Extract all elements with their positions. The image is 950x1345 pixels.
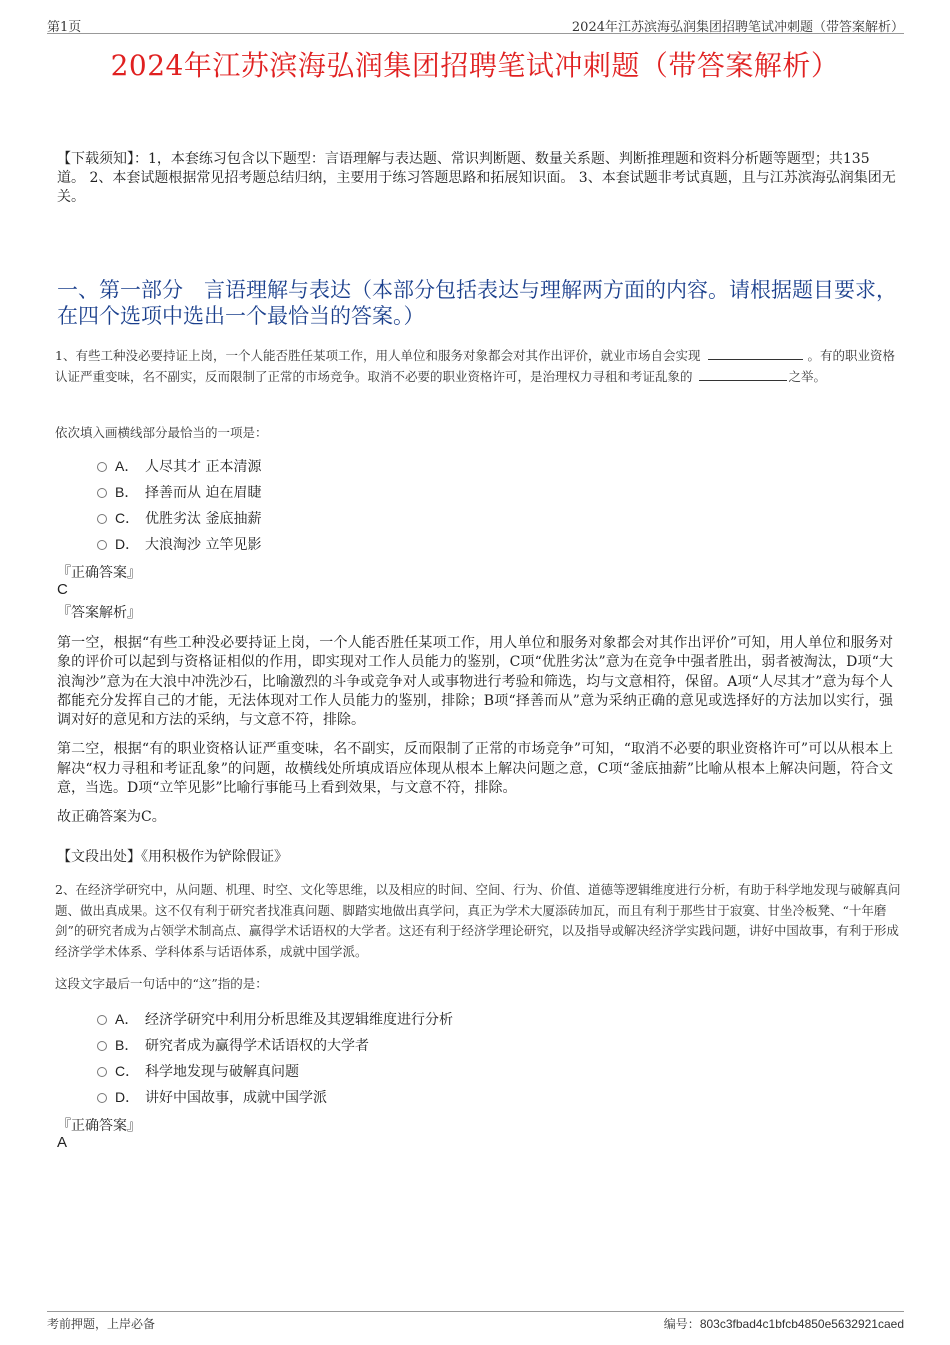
code-label: 编号： bbox=[663, 1317, 700, 1331]
answer-value: A bbox=[57, 1134, 68, 1151]
analysis-paragraph-2: 第二空，根据“有的职业资格认证严重变味，名不副实，反而限制了正常的市场竞争”可知，“取消不必要的职业资格许可”可以从根本上解决“权力寻租和考证乱象”的问题，故横线处所填成语应体现从根本上解决问题之意，C项“釜底抽薪”比喻从根本上解决问题，符合文意，当选。D项“立竿见影”比喻行事能马上看到效果，与文意不符，排除。 bbox=[57, 741, 893, 797]
blank-2 bbox=[699, 368, 787, 381]
radio-icon[interactable] bbox=[97, 462, 107, 472]
source-note: 【文段出处】《用积极作为铲除假证》 bbox=[57, 849, 288, 865]
option-text: 人尽其才 正本清源 bbox=[145, 459, 262, 475]
question-1-text-b: 。有的职业资格认证严重变味，名不副实，反而限制了正常的市场竞争。取消不必要的职业资格许可，是治理权力寻租和考证乱象的 bbox=[55, 348, 895, 384]
option-letter: A． bbox=[115, 458, 139, 474]
question-2-options bbox=[97, 1006, 453, 1110]
section-heading: 一、第一部分 言语理解与表达（本部分包括表达与理解两方面的内容。请根据题目要求，在四个选项中选出一个最恰当的答案。） bbox=[57, 278, 897, 328]
header-doc-title: 2024年江苏滨海弘润集团招聘笔试冲刺题（带答案解析） bbox=[571, 20, 904, 35]
option-text: 讲好中国故事，成就中国学派 bbox=[145, 1090, 327, 1106]
option-d[interactable] bbox=[97, 1084, 453, 1110]
answer-value: C bbox=[57, 581, 68, 598]
download-notice: 【下载须知】：1，本套练习包含以下题型：言语理解与表达题、常识判断题、数量关系题、判断推理题和资料分析题等题型；共135道。 2、本套试题根据常见招考题总结归纳，主要用于练习答题思路和拓展知识面。 3、本套试题非考试真题，且与江苏滨海弘润集团无关。 bbox=[57, 151, 896, 205]
analysis-body bbox=[57, 634, 893, 838]
radio-icon[interactable] bbox=[97, 540, 107, 550]
question-2-prompt: 这段文字最后一句话中的“这”指的是： bbox=[55, 976, 268, 991]
option-letter: D． bbox=[115, 1089, 140, 1105]
option-letter: D． bbox=[115, 536, 140, 552]
question-1-stem bbox=[55, 346, 905, 387]
answer-label: 『正确答案』 bbox=[57, 1118, 141, 1134]
option-letter: A． bbox=[115, 1011, 139, 1027]
option-b[interactable] bbox=[97, 479, 261, 505]
radio-icon[interactable] bbox=[97, 514, 107, 524]
analysis-label: 『答案解析』 bbox=[57, 605, 141, 621]
option-letter: B． bbox=[115, 1037, 139, 1053]
question-1-options bbox=[97, 453, 261, 557]
code-value: 803c3fbad4c1bfcb4850e5632921caed bbox=[699, 1317, 904, 1331]
option-text: 择善而从 迫在眉睫 bbox=[145, 485, 262, 501]
option-c[interactable] bbox=[97, 505, 261, 531]
radio-icon[interactable] bbox=[97, 1093, 107, 1103]
page-number: 第1页 bbox=[47, 20, 82, 35]
footer-code bbox=[664, 1315, 904, 1332]
question-1-prompt: 依次填入画横线部分最恰当的一项是： bbox=[55, 425, 268, 440]
blank-1 bbox=[708, 347, 803, 360]
radio-icon[interactable] bbox=[97, 1041, 107, 1051]
option-b[interactable] bbox=[97, 1032, 453, 1058]
option-c[interactable] bbox=[97, 1058, 453, 1084]
option-d[interactable] bbox=[97, 531, 261, 557]
option-letter: C． bbox=[115, 1063, 140, 1079]
option-letter: C． bbox=[115, 510, 140, 526]
option-text: 研究者成为赢得学术话语权的大学者 bbox=[145, 1038, 369, 1054]
header-divider bbox=[47, 33, 904, 34]
radio-icon[interactable] bbox=[97, 488, 107, 498]
radio-icon[interactable] bbox=[97, 1067, 107, 1077]
option-text: 科学地发现与破解真问题 bbox=[145, 1064, 299, 1080]
question-1-text-c: 之举。 bbox=[788, 368, 827, 384]
footer-divider bbox=[47, 1311, 904, 1312]
option-a[interactable] bbox=[97, 1006, 453, 1032]
question-1-text-a: 1、有些工种没必要持证上岗，一个人能否胜任某项工作，用人单位和服务对象都会对其作出评价，就业市场自会实现 bbox=[55, 348, 701, 363]
option-a[interactable] bbox=[97, 453, 261, 479]
footer-slogan: 考前押题，上岸必备 bbox=[47, 1317, 156, 1331]
question-2-stem: 2、在经济学研究中，从问题、机理、时空、文化等思维，以及相应的时间、空间、行为、价值、道德等逻辑维度进行分析，有助于科学地发现与破解真问题、做出真成果。这不仅有利于研究者找准真问题、脚踏实地做出真学问，真正为学术大厦添砖加瓦，而且有利于那些甘于寂寞、甘坐冷板凳、“十年磨剑”的研究者成为占领学术制高点、赢得学术话语权的大学者。这还有利于经济学理论研究，以及指导或解决经济学实践问题，讲好中国故事，有利于形成经济学学术体系、学科体系与话语体系，成就中国学派。 bbox=[55, 882, 901, 959]
option-text: 大浪淘沙 立竿见影 bbox=[145, 537, 262, 553]
option-text: 优胜劣汰 釜底抽薪 bbox=[145, 511, 262, 527]
analysis-paragraph-1: 第一空，根据“有些工种没必要持证上岗，一个人能否胜任某项工作，用人单位和服务对象都会对其作出评价”可知，用人单位和服务对象的评价可以起到与资格证相似的作用，即实现对工作人员能力的鉴别，C项“优胜劣汰”意为在竞争中强者胜出，弱者被淘汰，D项“大浪淘沙”意为在大浪中冲洗沙石，比喻激烈的斗争或竞争对人或事物进行考验和筛选，均与文意相符，保留。A项“人尽其才”意为每个人都能充分发挥自己的才能，无法体现对工作人员能力的鉴别，排除；B项“择善而从”意为采纳正确的意见或选择好的方法加以实行，强调对好的意见和方法的采纳，与文意不符，排除。 bbox=[57, 635, 893, 729]
page-title: 2024年江苏滨海弘润集团招聘笔试冲刺题（带答案解析） bbox=[110, 49, 840, 82]
option-text: 经济学研究中利用分析思维及其逻辑维度进行分析 bbox=[145, 1012, 453, 1028]
option-letter: B． bbox=[115, 484, 139, 500]
radio-icon[interactable] bbox=[97, 1015, 107, 1025]
analysis-paragraph-3: 故正确答案为C。 bbox=[57, 809, 166, 826]
answer-label: 『正确答案』 bbox=[57, 565, 141, 581]
